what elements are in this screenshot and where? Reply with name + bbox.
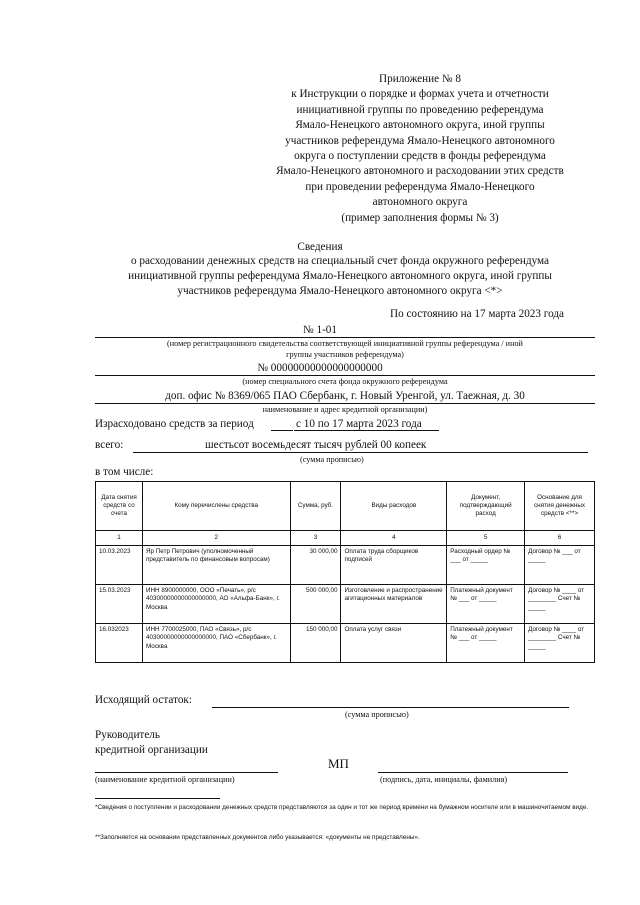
amount-cell: 30 000,00 [290,546,341,585]
subtitle-line: инициативной группы референдума Ямало-Ненецкого автономного округа, иной группы [128,270,552,282]
column-header: Документ, подтверждающий расход [447,482,525,531]
column-number: 3 [290,531,341,546]
table-header-row [96,482,595,531]
as-of-date: По состоянию на 17 марта 2023 года [390,308,565,320]
amount-cell: 500 000,00 [290,585,341,624]
subtitle-line: о расходовании денежных средств на специальный счет фонда окружного референдума [130,255,550,267]
expense-kind-cell: Оплата услуг связи [341,624,447,663]
appendix-line: Приложение № 8 [379,73,461,85]
document-title: Сведения [297,241,343,253]
column-number: 2 [142,531,290,546]
appendix-line: (пример заполнения формы № 3) [341,211,499,224]
appendix-line: Ямало-Ненецкого автономного и расходовании этих средств [276,165,564,178]
recipient-cell: ИНН 8900000000, ООО «Печать», р/с 40300000000000000000, АО «Альфа-Банк», г. Москва [142,585,290,624]
account-line [95,375,595,376]
including-label: в том числе: [95,466,154,478]
org-caption: (наименование кредитной организации) [95,775,235,784]
registration-caption: группы участников референдума) [286,350,404,359]
bank-line [95,403,595,404]
spent-blank-line [271,430,293,431]
column-number-row [96,531,595,546]
head-label: Руководитель [95,729,160,741]
column-header: Основание для снятия денежных средств <**> [525,482,595,531]
total-label: всего: [95,439,124,451]
appendix-line: при проведении референдума Ямало-Ненецкого [305,180,535,193]
column-number: 6 [525,531,595,546]
bank-address: доп. офис № 8369/065 ПАО Сбербанк, г. Новый Уренгой, ул. Таежная, д. 30 [165,390,525,402]
footnote: *Сведения о поступлении и расходовании денежных средств представляются за один и тот же период времени на бумажном носителе или в машиночитаемом виде. [95,804,589,811]
date-cell: 15.03.2023 [96,585,143,624]
date-cell: 10.03.2023 [96,546,143,585]
account-caption: (номер специального счета фонда окружного референдума [242,377,448,386]
column-number: 4 [341,531,447,546]
document-cell: Платежный документ № ___ от _____ [447,624,525,663]
spent-label: Израсходовано средств за период [95,418,254,430]
total-caption: (сумма прописью) [300,455,364,464]
column-number: 1 [96,531,143,546]
basis-cell: Договор № ___ от _____ [525,546,595,585]
stamp-place: МП [328,756,349,771]
amount-cell: 150 000,00 [290,624,341,663]
registration-caption: (номер регистрационного свидетельства соответствующей инициативной группы референдума / иной [167,339,523,348]
appendix-line: Ямало-Ненецкого автономного округа, иной группы [295,119,545,132]
remainder-line [212,707,569,708]
signature-caption: (подпись, дата, инициалы, фамилия) [380,775,508,784]
appendix-line: участников референдума Ямало-Ненецкого автономного [285,134,555,147]
account-number: № 00000000000000000000 [257,362,383,374]
expenses-table [95,481,595,663]
appendix-line: автономного округа [372,196,468,209]
column-number: 5 [447,531,525,546]
appendix-line: инициативной группы по проведению референдума [296,103,544,116]
document-cell: Расходный ордер № ___ от _____ [447,546,525,585]
total-words: шестьсот восемьдесят тысяч рублей 00 копеек [205,439,427,451]
recipient-cell: Яр Петр Петрович (уполномоченный представитель по финансовым вопросам) [142,546,290,585]
date-cell: 16.032023 [96,624,143,663]
subtitle-line: участников референдума Ямало-Ненецкого автономного округа <*> [177,285,503,297]
table-row [96,624,595,663]
column-header: Кому перечислены средства [142,482,290,531]
remainder-caption: (сумма прописью) [345,710,409,719]
column-header: Сумма, руб. [290,482,341,531]
total-line [133,452,588,453]
recipient-cell: ИНН 7700025000, ПАО «Связь», р/с 40300000000000000000, ПАО «Сбербанк», г. Москва [142,624,290,663]
registration-line [95,337,595,338]
basis-cell: Договор № ____ от ________ Счет № _____ [525,585,595,624]
appendix-block [250,72,590,226]
appendix-line: к Инструкции о порядке и формах учета и отчетности [291,88,549,101]
basis-cell: Договор № ____ от ________ Счет № _____ [525,624,595,663]
signature-line [378,772,568,773]
document-subtitle [90,254,590,299]
table-row [96,585,595,624]
appendix-line: округа о поступлении средств в фонды референдума [294,150,546,163]
expense-kind-cell: Изготовление и распространение агитационных материалов [341,585,447,624]
bank-caption: наименование и адрес кредитной организации) [262,405,428,414]
remainder-label: Исходящий остаток: [95,694,192,706]
column-header: Дата снятия средств со счета [96,482,143,531]
head-label: кредитной организации [95,744,208,756]
footnote: **Заполняется на основании представленных документов либо указывается: «документы не представлены». [95,834,420,841]
column-header: Виды расходов [341,482,447,531]
org-name-line [95,772,278,773]
table-row [96,546,595,585]
spent-period: с 10 по 17 марта 2023 года [296,418,422,430]
registration-number: № 1-01 [303,324,337,336]
spent-period-line [294,430,439,431]
document-cell: Платежный документ № ___ от _____ [447,585,525,624]
expense-kind-cell: Оплата труда сборщиков подписей [341,546,447,585]
footnote-separator [95,798,220,799]
